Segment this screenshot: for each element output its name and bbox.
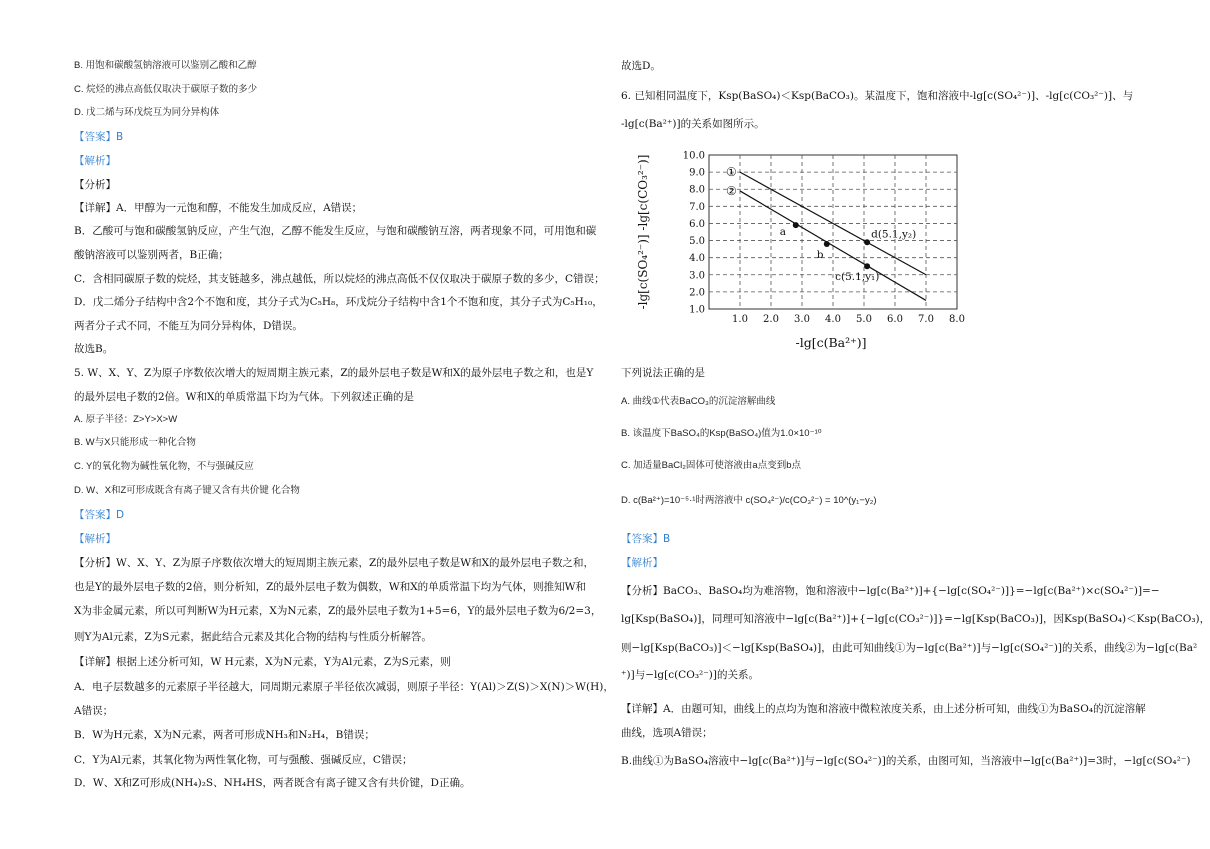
left-text-line: C．Y为Al元素，其氧化物为两性氧化物，可与强酸、强碱反应，C错误；: [74, 754, 413, 766]
x-tick-label: 1.0: [732, 314, 748, 325]
point-label-b: b: [816, 248, 824, 261]
right-text-line: lg[Ksp(BaSO₄)]，同理可知溶液中−lg[c(Ba²⁺)]+{−lg[c(CO₃²⁻)]}=−lg[Ksp(BaCO₃)]，因Ksp(BaSO₄)＜Ksp(BaCO₃)，: [621, 613, 1210, 625]
left-text-line: C．含相同碳原子数的烷烃，其支链越多，沸点越低，所以烷烃的沸点高低不仅仅取决于碳原子数的多少，C错误；: [74, 273, 605, 285]
left-text-line: A．电子层数越多的元素原子半径越大，同周期元素原子半径依次减弱，则原子半径：Y(Al)＞Z(S)＞X(N)＞W(H)，: [74, 681, 614, 693]
x-tick-label: 8.0: [949, 314, 965, 325]
left-text-line: 的最外层电子数的2倍。W和X的单质常温下均为气体。下列叙述正确的是: [74, 391, 414, 403]
data-point-b: [824, 241, 830, 247]
series-label-1: ①: [726, 165, 737, 180]
left-text-line: A. 原子半径：Z>Y>X>W: [74, 414, 178, 425]
left-text-line: X为非金属元素，所以可判断W为H元素，X为N元素，Z的最外层电子数为1+5=6，Y的最外层电子数为6/2=3，: [74, 605, 602, 617]
right-text-line: -lg[c(Ba²⁺)]的关系如图所示。: [621, 118, 765, 130]
y-tick-label: 8.0: [689, 184, 705, 196]
right-column: [621, 0, 1210, 849]
series-label-2: ②: [726, 183, 737, 198]
y-tick-label: 6.0: [689, 218, 705, 230]
data-point-c: [864, 263, 870, 269]
point-label-c: c(5.1,y₁): [835, 271, 880, 284]
left-text-line: D. W、X和Z可形成既含有离子键又含有共价键 化合物: [74, 485, 300, 496]
right-text-line: A. 曲线①代表BaCO₃的沉淀溶解曲线: [621, 396, 776, 407]
x-tick-label: 6.0: [887, 314, 903, 325]
left-text-line: 【答案】D: [74, 509, 125, 521]
ksp-chart-svg: [621, 141, 965, 356]
left-text-line: 【解析】: [74, 533, 116, 545]
left-text-line: 【解析】: [74, 155, 116, 167]
y-tick-label: 2.0: [689, 287, 705, 299]
right-text-line: 【详解】A．由题可知，曲线上的点均为饱和溶液中微粒浓度关系，由上述分析可知，曲线①为BaSO₄的沉淀溶解: [621, 703, 1146, 715]
right-text-line: 6. 已知相同温度下，Ksp(BaSO₄)＜Ksp(BaCO₃)。某温度下，饱和溶液中-lg[c(SO₄²⁻)]、-lg[c(CO₃²⁻)]、与: [621, 90, 1134, 102]
data-point-a: [793, 222, 799, 228]
left-text-line: C. Y的氧化物为碱性氧化物，不与强碱反应: [74, 461, 254, 472]
left-text-line: 【详解】根据上述分析可知，W H元素，X为N元素，Y为Al元素，Z为S元素，则: [74, 656, 451, 668]
right-text-line: 【解析】: [621, 557, 663, 569]
x-tick-label: 7.0: [918, 314, 934, 325]
right-text-line: 曲线，选项A错误；: [621, 727, 713, 739]
right-text-line: C. 加适量BaCl₂固体可使溶液由a点变到b点: [621, 460, 801, 471]
x-tick-label: 4.0: [825, 314, 841, 325]
left-text-line: 酸钠溶液可以鉴别两者，B正确；: [74, 249, 229, 261]
left-text-line: 【分析】W、X、Y、Z为原子序数依次增大的短周期主族元素，Z的最外层电子数是W和X的最外层电子数之和，: [74, 557, 595, 569]
left-text-line: 则Y为Al元素，Z为S元素，据此结合元素及其化合物的结构与性质分析解答。: [74, 631, 432, 643]
x-tick-label: 2.0: [763, 314, 779, 325]
left-text-line: 【答案】B: [74, 131, 124, 143]
left-text-line: B. W与X只能形成一种化合物: [74, 437, 196, 448]
ksp-chart: [621, 141, 965, 356]
left-text-line: D．W、X和Z可形成(NH₄)₂S、NH₄HS，两者既含有离子键又含有共价键，D正确。: [74, 777, 471, 789]
right-text-line: B.曲线①为BaSO₄溶液中−lg[c(Ba²⁺)]与−lg[c(SO₄²⁻)]的关系，由图可知，当溶液中−lg[c(Ba²⁺)]=3时，−lg[c(SO₄²⁻): [621, 755, 1191, 767]
data-point-d: [864, 239, 870, 245]
left-text-line: 两者分子式不同，不能互为同分异构体，D错误。: [74, 320, 303, 332]
x-tick-label: 5.0: [856, 314, 872, 325]
left-text-line: A错误；: [74, 705, 114, 717]
y-tick-label: 4.0: [689, 253, 705, 265]
right-text-line: ⁺)]与−lg[c(CO₃²⁻)]的关系。: [621, 669, 759, 681]
y-tick-label: 10.0: [682, 150, 705, 162]
point-label-a: a: [779, 226, 787, 239]
y-tick-label: 1.0: [689, 304, 705, 316]
right-text-line: 下列说法正确的是: [621, 367, 705, 379]
x-axis-label: -lg[c(Ba²⁺)]: [795, 335, 867, 350]
left-text-line: D. 戊二烯与环戊烷互为同分异构体: [74, 107, 220, 118]
right-text-line: D. c(Ba²⁺)=10⁻⁵·¹时两溶液中 c(SO₄²⁻)/c(CO₃²⁻) = 10^(y₁−y₂): [621, 495, 877, 506]
left-text-line: 【分析】: [74, 179, 116, 191]
right-text-line: B. 该温度下BaSO₄的Ksp(BaSO₄)值为1.0×10⁻¹⁰: [621, 428, 822, 439]
right-text-line: 【分析】BaCO₃、BaSO₄均为难溶物，饱和溶液中−lg[c(Ba²⁺)]+{−lg[c(SO₄²⁻)]}=−lg[c(Ba²⁺)×c(SO₄²⁻)]=−: [621, 585, 1160, 597]
y-tick-label: 7.0: [689, 201, 705, 213]
left-text-line: B．W为H元素，X为N元素，两者可形成NH₃和N₂H₄，B错误；: [74, 729, 375, 741]
right-text-line: 则−lg[Ksp(BaCO₃)]＜−lg[Ksp(BaSO₄)]，由此可知曲线①为−lg[c(Ba²⁺)]与−lg[c(SO₄²⁻)]的关系，曲线②为−lg[c(Ba²: [621, 642, 1198, 654]
left-text-line: C. 烷烃的沸点高低仅取决于碳原子数的多少: [74, 84, 258, 95]
left-text-line: 【详解】A．甲醇为一元饱和醇，不能发生加成反应，A错误；: [74, 202, 363, 214]
y-tick-label: 3.0: [689, 270, 705, 282]
left-text-line: B. 用饱和碳酸氢钠溶液可以鉴别乙酸和乙醇: [74, 60, 257, 71]
left-text-line: 故选B。: [74, 343, 114, 355]
y-axis-label: -lg[c(SO₄²⁻)] -lg[c(CO₃²⁻)]: [636, 154, 650, 310]
right-text-line: 【答案】B: [621, 533, 671, 545]
left-text-line: 也是Y的最外层电子数的2倍，则分析知，Z的最外层电子数为偶数，W和X的单质常温下均为气体，则推知W和: [74, 581, 586, 593]
x-tick-label: 3.0: [794, 314, 810, 325]
left-text-line: D．戊二烯分子结构中含2个不饱和度，其分子式为C₅H₈，环戊烷分子结构中含1个不饱和度，其分子式为C₅H₁₀，: [74, 296, 603, 308]
y-tick-label: 5.0: [689, 236, 705, 248]
point-label-d: d(5.1,y₂): [871, 228, 917, 241]
right-text-line: 故选D。: [621, 60, 661, 72]
y-tick-label: 9.0: [689, 167, 705, 179]
left-text-line: 5. W、X、Y、Z为原子序数依次增大的短周期主族元素，Z的最外层电子数是W和X的最外层电子数之和，也是Y: [74, 367, 594, 379]
left-text-line: B．乙酸可与饱和碳酸氢钠反应，产生气泡，乙醇不能发生反应，与饱和碳酸钠互溶，两者现象不同，可用饱和碳: [74, 225, 597, 237]
left-column: [74, 0, 634, 849]
